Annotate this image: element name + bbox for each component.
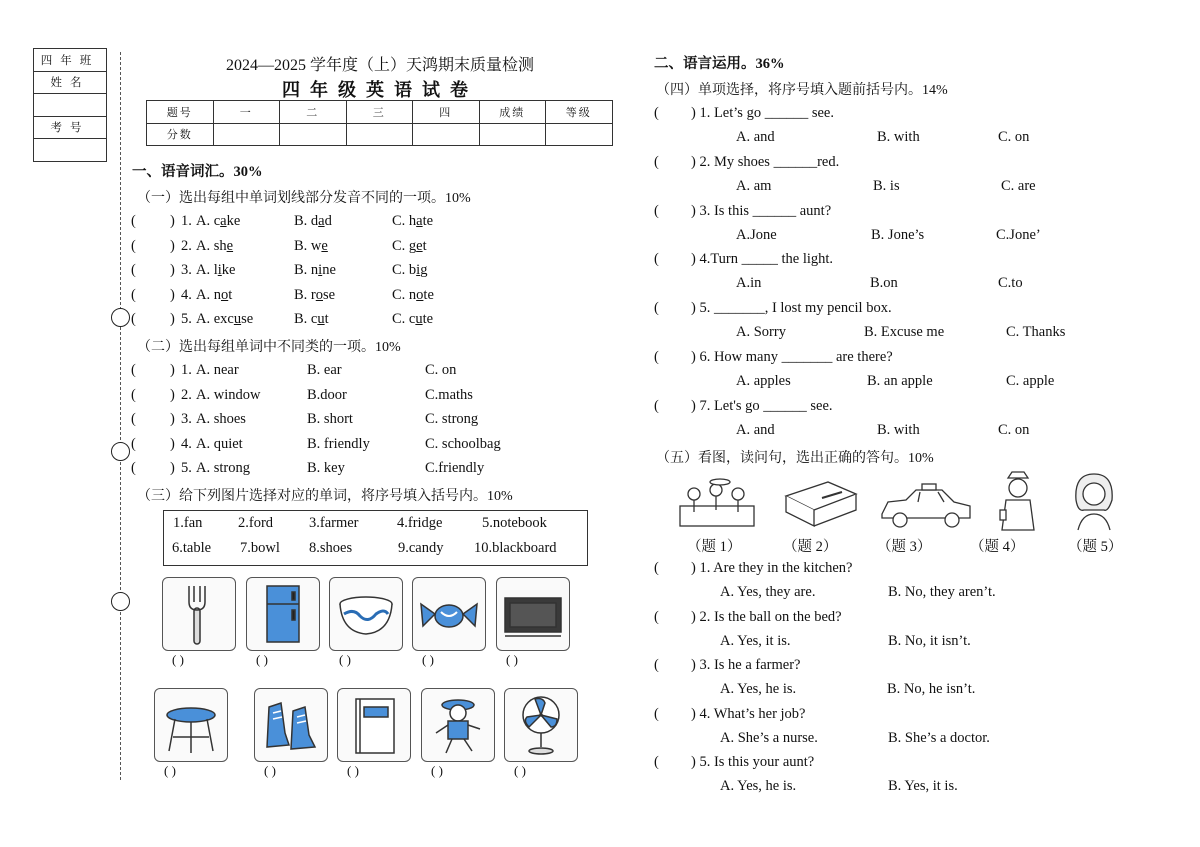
score-cell: 四 [413,101,480,124]
option-b: B. is [873,177,900,194]
class-cell: 四年班 [34,49,107,72]
option-c [392,287,434,304]
section2-heading: （二）选出每组单词中不同类的一项。10% [137,340,401,355]
farmer-picture [421,688,495,762]
part1-heading: 一、语音词汇。30% [132,164,263,180]
option-a: A. quiet [196,435,243,452]
option-b: B. with [877,129,920,145]
word-part: t [228,286,233,303]
option-a: A. Yes, it is. [720,632,791,649]
option-a [196,311,253,328]
word-part: B. d [294,213,319,229]
word-bank-item: 4.fridge [397,515,443,531]
picture-answer-blank[interactable]: ( ) [431,763,443,778]
option-b: B. No, it isn’t. [888,632,971,649]
answer-paren-open[interactable]: ( [131,237,136,254]
answer-paren-open[interactable]: ( [131,213,136,229]
item-number: 5. [181,311,192,327]
picture-answer-blank[interactable]: ( ) [264,763,276,778]
question-text: ) 5. Is this your aunt? [691,754,815,771]
exam-number-cell: 考号 [34,116,107,139]
score-cell: 二 [280,101,347,124]
binding-hole [111,592,130,611]
word-part: C. b [392,262,417,278]
option-b: B. an apple [867,373,933,389]
answer-paren-open[interactable]: ( [654,300,659,317]
word-bank-item: 2.ford [238,515,274,531]
underlined-letters: i [416,262,421,278]
answer-paren-close: ) [170,460,175,476]
blackboard-picture [496,577,570,651]
question-text: ) 1. Are they in the kitchen? [691,560,853,576]
underlined-letters: e [226,237,234,254]
section3-heading: （三）给下列图片选择对应的单词，将序号填入括号内。10% [137,489,513,504]
option-a: A.Jone [736,226,777,243]
option-c: C. on [998,129,1030,145]
option-a: A. Sorry [736,324,786,341]
option-c: C.to [998,275,1023,292]
option-a [196,238,233,255]
option-a: A.in [736,275,762,292]
item-number: 1. [181,362,192,378]
word-bank-item: 8.shoes [309,540,353,556]
fridge-picture [246,577,320,651]
item-number: 3. [181,411,192,427]
picture-label: （题 1） [687,539,742,555]
option-b: B. She’s a doctor. [888,729,990,746]
word-part: se [241,311,254,327]
score-cell: 一 [213,101,280,124]
option-b: B. No, he isn’t. [887,681,976,698]
answer-paren-close: ) [170,362,175,378]
option-a: A. She’s a nurse. [720,729,818,746]
option-b [294,213,332,230]
underlined-letters: a [220,213,227,229]
woman-picture [1068,470,1118,532]
picture-answer-blank[interactable]: ( ) [339,652,351,667]
question-text: ) 2. Is the ball on the bed? [691,608,842,625]
option-b: B. Jone’s [871,226,925,243]
question-text: ) 6. How many _______ are there? [691,349,893,365]
answer-paren-open[interactable]: ( [654,705,659,722]
picture-answer-blank[interactable]: ( ) [422,652,434,667]
option-b: B.on [870,275,898,292]
option-b [294,311,329,328]
option-c [392,213,433,230]
word-part: B. w [294,237,322,254]
picture-answer-blank[interactable]: ( ) [514,763,526,778]
section4-heading: （四）单项选择，将序号填入题前括号内。14% [656,83,948,98]
underlined-letters: e [416,237,423,254]
picture-answer-blank[interactable]: ( ) [347,763,359,778]
answer-paren-open[interactable]: ( [654,202,659,219]
binding-hole [111,442,130,461]
question-text: ) 4.Turn _____ the light. [691,251,834,268]
underlined-letters: u [415,311,423,327]
option-b: B. Yes, it is. [888,778,958,795]
answer-paren-close: ) [170,386,175,403]
score-cell [280,123,347,146]
picture-answer-blank[interactable]: ( ) [256,652,268,667]
answer-paren-close: ) [170,411,175,427]
answer-paren-close: ) [170,213,175,229]
option-b [294,287,335,304]
exam-subtitle: 四年级英语试卷 [282,80,478,101]
answer-paren-open[interactable]: ( [654,251,659,268]
word-part: A. n [196,286,221,303]
option-a: A. shoes [196,411,246,427]
option-a: A. Yes, they are. [720,584,816,600]
score-table [146,100,613,146]
option-c: C. are [1001,177,1036,194]
option-c: C.maths [425,386,473,403]
score-cell [213,123,280,146]
word-part: A. exc [196,311,234,327]
word-part: A. sh [196,237,227,254]
answer-paren-open[interactable]: ( [654,608,659,625]
answer-paren-open[interactable]: ( [131,460,136,476]
answer-paren-open[interactable]: ( [654,754,659,771]
option-c: C. Thanks [1006,324,1066,341]
score-table-header-row [147,101,613,124]
answer-paren-open[interactable]: ( [131,435,136,452]
score-cell: 成绩 [479,101,546,124]
option-c: C.Jone’ [996,226,1041,243]
question-text: ) 4. What’s her job? [691,705,806,722]
picture-label: （题 5） [1068,539,1123,555]
option-c [392,262,427,279]
picture-answer-blank[interactable]: ( ) [172,652,184,667]
underlined-letters: a [318,213,325,229]
option-b: B. key [307,460,345,476]
blank-cell [34,139,107,162]
word-part: te [422,213,434,229]
word-part: B. r [294,286,316,303]
item-number: 1. [181,213,192,229]
notebook-picture [337,688,411,762]
item-number: 5. [181,460,192,476]
word-part: t [422,237,427,254]
answer-paren-open[interactable]: ( [131,386,136,403]
section5-heading: （五）看图，读问句，选出正确的答句。10% [656,451,934,466]
option-c: C. strong [425,411,479,427]
name-cell: 姓名 [34,71,107,94]
option-b: B. with [877,421,920,438]
option-c [392,311,433,328]
question-text: ) 1. Let’s go ______ see. [691,105,834,121]
bowl-picture [329,577,403,651]
option-a: A. Yes, he is. [720,681,797,698]
option-b: B. Excuse me [864,324,945,341]
option-b: B. short [307,411,353,427]
score-cell: 等级 [546,101,613,124]
word-part: te [423,286,434,303]
underlined-letters: o [416,286,424,303]
picture-answer-blank[interactable]: ( ) [506,652,518,667]
word-part: C. g [392,237,417,254]
item-number: 2. [181,386,192,403]
option-c: C. on [998,421,1030,438]
option-b: B. friendly [307,435,370,452]
kitchen-picture [676,478,758,532]
option-b: B. ear [307,362,342,378]
option-c [392,238,427,255]
option-a: A. Yes, he is. [720,778,797,795]
word-bank-item: 7.bowl [240,540,280,556]
shoes-picture [254,688,328,762]
word-part: ke [221,262,236,278]
underlined-letters: i [217,262,222,278]
nurse-picture [994,470,1042,532]
word-bank-item: 5.notebook [482,515,547,531]
word-part: ne [322,262,336,278]
answer-paren-open[interactable]: ( [131,362,136,378]
answer-paren-close: ) [170,286,175,303]
part2-heading: 二、语言运用。36% [654,56,785,72]
word-part: C. c [392,311,416,327]
option-b [294,262,336,279]
option-b [294,238,328,255]
option-a: A. near [196,362,239,378]
score-table-score-row [147,123,613,146]
word-bank-item: 6.table [172,540,212,556]
word-part: t [324,311,329,327]
underlined-letters: o [220,286,229,303]
answer-paren-open[interactable]: ( [131,262,136,278]
option-c: C. apple [1006,373,1055,389]
answer-paren-close: ) [170,435,175,452]
answer-paren-open[interactable]: ( [654,397,659,414]
item-number: 4. [181,286,192,303]
option-a [196,213,240,230]
item-number: 3. [181,262,192,278]
question-text: ) 7. Let's go ______ see. [691,397,833,414]
option-a: A. and [736,129,775,145]
picture-label: （题 2） [783,539,838,555]
binding-hole [111,308,130,327]
answer-paren-open[interactable]: ( [131,411,136,427]
question-text: ) 3. Is this ______ aunt? [691,202,832,219]
question-text: ) 2. My shoes ______red. [691,153,840,170]
answer-paren-open[interactable]: ( [131,286,136,303]
question-text: ) 5. _______, I lost my pencil box. [691,300,892,317]
word-part: A. l [196,262,218,278]
exam-title: 2024—2025 学年度（上）天鸿期末质量检测 [225,57,534,74]
fork-picture [162,577,236,651]
answer-paren-open[interactable]: ( [654,153,659,170]
underlined-letters: i [318,262,323,278]
option-b: B. No, they aren’t. [888,584,996,600]
word-bank-item: 3.farmer [309,515,359,531]
word-part: B. c [294,311,318,327]
bed-picture [782,478,860,530]
word-part: d [324,213,332,229]
word-part: ke [226,213,241,229]
score-cell: 三 [346,101,413,124]
word-bank-item: 10.blackboard [474,540,557,556]
option-c: C. on [425,362,457,378]
score-cell: 题号 [147,101,214,124]
picture-label: （题 3） [877,539,932,555]
answer-paren-open[interactable]: ( [654,349,659,365]
word-bank-item: 1.fan [173,515,203,531]
answer-paren-close: ) [170,237,175,254]
option-a: A. apples [736,373,791,389]
underlined-letters: a [416,213,423,229]
picture-answer-blank[interactable]: ( ) [164,763,176,778]
fan-picture [504,688,578,762]
score-cell: 分数 [147,123,214,146]
score-cell [346,123,413,146]
answer-paren-open[interactable]: ( [654,105,659,121]
score-cell [479,123,546,146]
score-cell [413,123,480,146]
word-part: te [422,311,434,327]
word-part: A. c [196,213,221,229]
word-bank-item: 9.candy [398,540,444,556]
option-a [196,287,232,304]
option-c: C.friendly [425,460,485,476]
answer-paren-close: ) [170,311,175,327]
option-b: B.door [307,386,347,403]
candy-picture [412,577,486,651]
binding-dashed-line [120,52,121,780]
score-cell [546,123,613,146]
answer-paren-close: ) [170,262,175,278]
section1-heading: （一）选出每组中单词划线部分发音不同的一项。10% [137,191,471,206]
option-a [196,262,235,279]
item-number: 2. [181,237,192,254]
option-a: A. window [196,386,261,403]
word-part: se [323,286,336,303]
word-part: B. n [294,262,319,278]
answer-paren-open[interactable]: ( [654,560,659,576]
picture-label: （题 4） [970,539,1025,555]
underlined-letters: o [315,286,323,303]
word-part: g [420,262,428,278]
option-a: A. am [736,177,772,194]
taxi-picture [878,480,974,530]
table-picture [154,688,228,762]
underlined-letters: e [321,237,328,254]
item-number: 4. [181,435,192,452]
word-part: C. h [392,213,417,229]
option-c: C. schoolbag [425,435,501,452]
underlined-letters: u [233,311,242,327]
option-a: A. strong [196,460,250,476]
answer-paren-open[interactable]: ( [131,311,136,327]
option-a: A. and [736,421,775,438]
question-text: ) 3. Is he a farmer? [691,657,801,674]
word-part: C. n [392,286,417,303]
answer-paren-open[interactable]: ( [654,657,659,674]
underlined-letters: u [317,311,325,327]
